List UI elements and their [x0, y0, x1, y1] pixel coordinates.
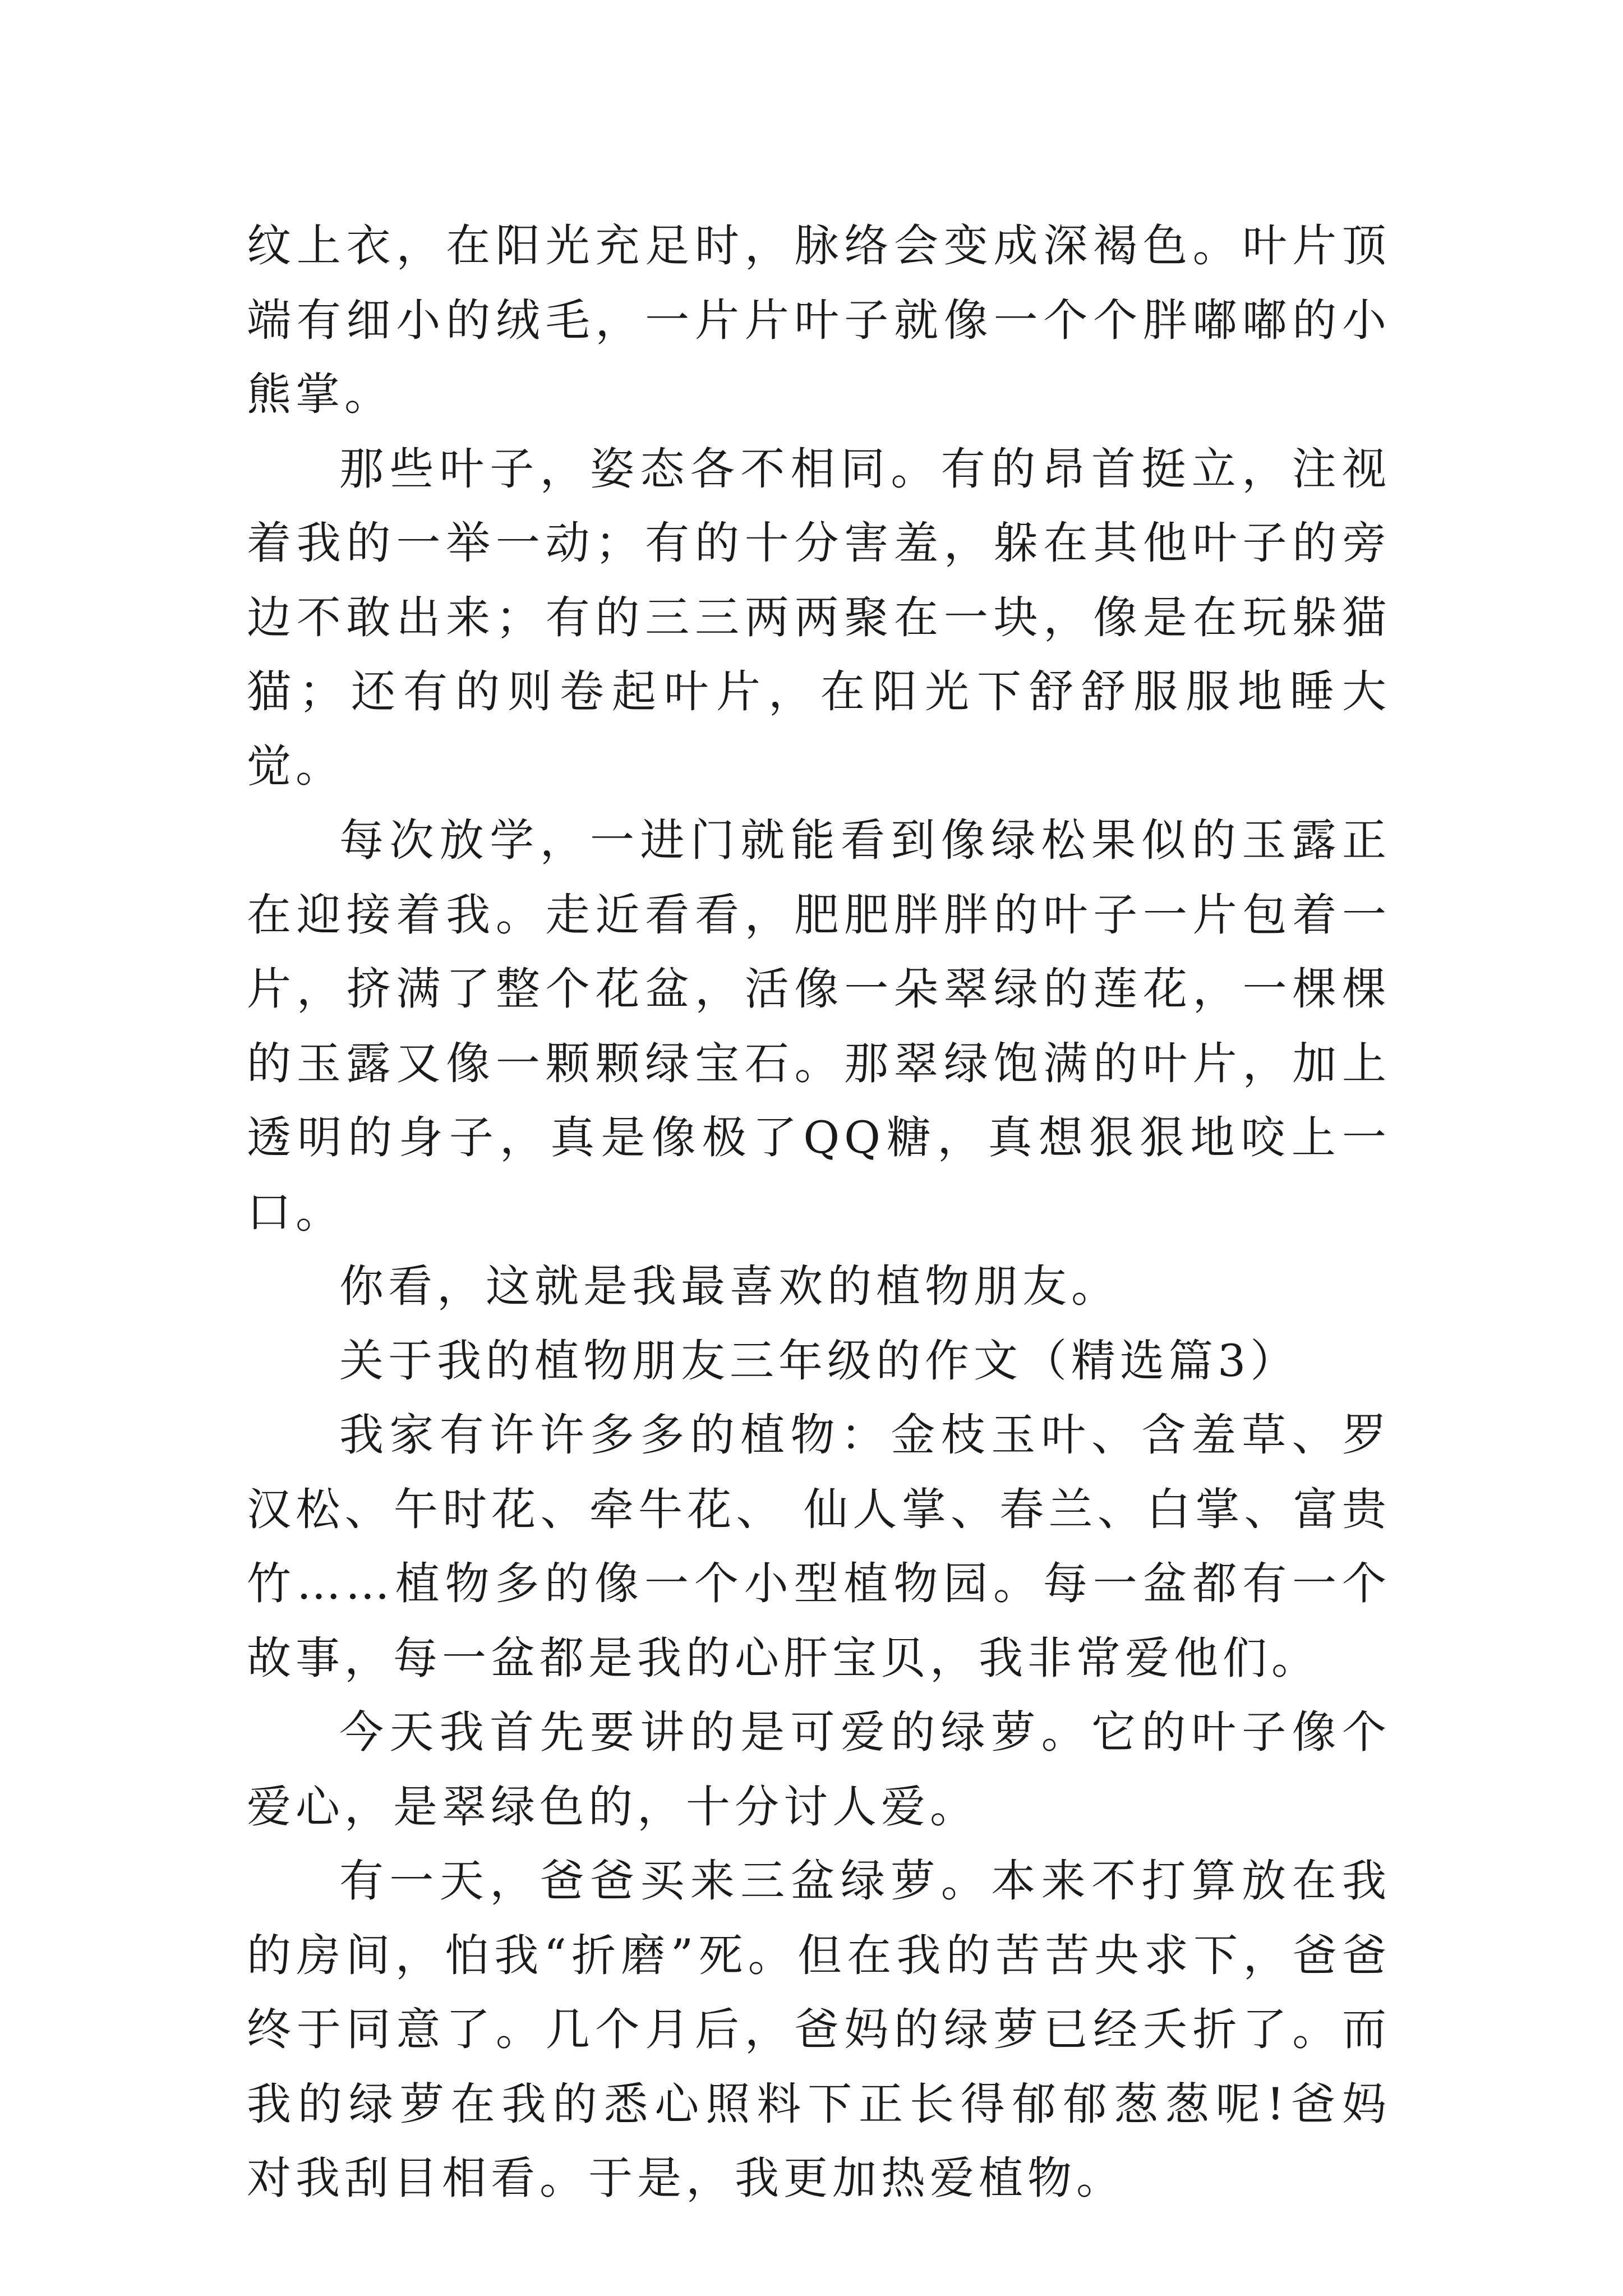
paragraph-after-school: 每次放学，一进门就能看到像绿松果似的玉露正在迎接着我。走近看看，肥肥胖胖的叶子一片包着一片，挤满了整个花盆，活像一朵翠绿的莲花，一棵棵的玉露又像一颗颗绿宝石。那翠绿饱满的叶片，加上透明的身子，真是像极了QQ糖，真想狠狠地咬上一口。 [247, 815, 1391, 1238]
section-heading: 关于我的植物朋友三年级的作文（精选篇3） [339, 1335, 1299, 1387]
paragraph-favorite-plant: 你看，这就是我最喜欢的植物朋友。 [339, 1260, 1120, 1312]
paragraph-pothos-story: 有一天，爸爸买来三盆绿萝。本来不打算放在我的房间，怕我“折磨”死。但在我的苦苦央求下，爸爸终于同意了。几个月后，爸妈的绿萝已经夭折了。而我的绿萝在我的悉心照料下正长得郁郁葱葱呢!爸妈对我刮目相看。于是，我更加热爱植物。 [247, 1855, 1391, 2204]
paragraph-plant-list: 我家有许许多多的植物：金枝玉叶、含羞草、罗汉松、午时花、牵牛花、 仙人掌、春兰、白掌、富贵竹……植物多的像一个小型植物园。每一盆都有一个故事，每一盆都是我的心肝宝贝，我非常爱他们。 [247, 1409, 1391, 1684]
paragraph-continuation: 纹上衣，在阳光充足时，脉络会变成深褐色。叶片顶端有细小的绒毛，一片片叶子就像一个个胖嘟嘟的小熊掌。 [247, 220, 1391, 420]
paragraph-leaves-postures: 那些叶子，姿态各不相同。有的昂首挺立，注视着我的一举一动；有的十分害羞，躲在其他叶子的旁边不敢出来；有的三三两两聚在一块，像是在玩躲猫猫；还有的则卷起叶片，在阳光下舒舒服服地睡大觉。 [247, 443, 1391, 792]
essay-body [247, 209, 1391, 2216]
paragraph-pothos-intro: 今天我首先要讲的是可爱的绿萝。它的叶子像个爱心，是翠绿色的，十分讨人爱。 [247, 1706, 1391, 1833]
